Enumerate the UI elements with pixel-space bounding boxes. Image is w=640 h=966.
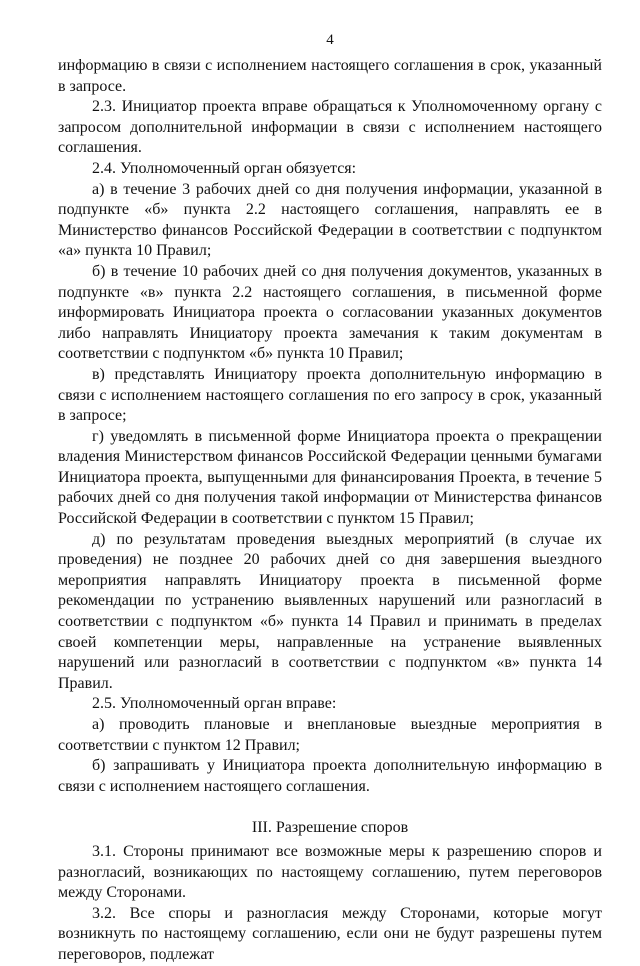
paragraph-2-3: 2.3. Инициатор проекта вправе обращаться к Уполномоченному органу с запросом дополнительной информации в связи с исполнением настоящего соглашения. [58, 98, 602, 157]
paragraph-2-4-g: г) уведомлять в письменной форме Инициатора проекта о прекращении владения Министерством финансов Российской Федерации ценными бумагами Инициатора проекта, выпущенными для финансирования Проекта, в течение 5 рабочих дней со дня получения такой информации от Министерства финансов Российской Федерации в соответствии с пунктом 15 Правил; [58, 427, 602, 528]
paragraph-2-5-b: б) запрашивать у Инициатора проекта дополнительную информацию в связи с исполнением настоящего соглашения. [58, 757, 602, 795]
section-2-body [58, 56, 602, 797]
paragraph-3-2: 3.2. Все споры и разногласия между Сторонами, которые могут возникнуть по настоящему соглашению, если они не будут разрешены путем переговоров, подлежат [58, 904, 602, 963]
paragraph-2-4-v: в) представлять Инициатору проекта дополнительную информацию в связи с исполнением настоящего соглашения по его запросу в срок, указанный в запросе; [58, 365, 602, 425]
section-title: III. Разрешение споров [251, 819, 409, 837]
paragraph-2-4-d: д) по результатам проведения выездных мероприятий (в случае их проведения) не позднее 20 рабочих дней со дня завершения выездного мероприятия направлять Инициатору проекта в письменной форме рекомендации по устранению выявленных нарушений или разногласий в соответствии с подпунктом «б» пункта 14 Правил и принимать в пределах своей компетенции меры, направленные на устранение выявленных нарушений или разногласий в соответствии с подпунктом «в» пункта 14 Правил. [58, 530, 602, 692]
page-number: 4 [326, 32, 334, 48]
paragraph-3-1: 3.1. Стороны принимают все возможные меры к разрешению споров и разногласий, возникающих по настоящему соглашению, путем переговоров между Сторонами. [58, 842, 602, 902]
paragraph-2-4-b: б) в течение 10 рабочих дней со дня получения документов, указанных в подпункте «в» пункта 2.2 настоящего соглашения, в письменной форме информировать Инициатора проекта о согласовании указанных документов либо направлять Инициатору проекта замечания к таким документам в соответствии с подпунктом «б» пункта 10 Правил; [58, 262, 602, 363]
paragraph-2-4: 2.4. Уполномоченный орган обязуется: [92, 159, 357, 177]
paragraph-2-5: 2.5. Уполномоченный орган вправе: [92, 695, 337, 713]
paragraph-2-4-a: а) в течение 3 рабочих дней со дня получения информации, указанной в подпункте «б» пункта 2.2 настоящего соглашения, направлять ее в Министерство финансов Российской Федерации в соответствии с подпунктом «а» пункта 10 Правил; [58, 180, 602, 260]
section-3-body [58, 842, 602, 966]
paragraph-2-5-a: а) проводить плановые и внеплановые выездные мероприятия в соответствии с пунктом 12 Правил; [58, 716, 602, 754]
paragraph-continuation: информацию в связи с исполнением настоящего соглашения в срок, указанный в запросе. [58, 57, 602, 95]
